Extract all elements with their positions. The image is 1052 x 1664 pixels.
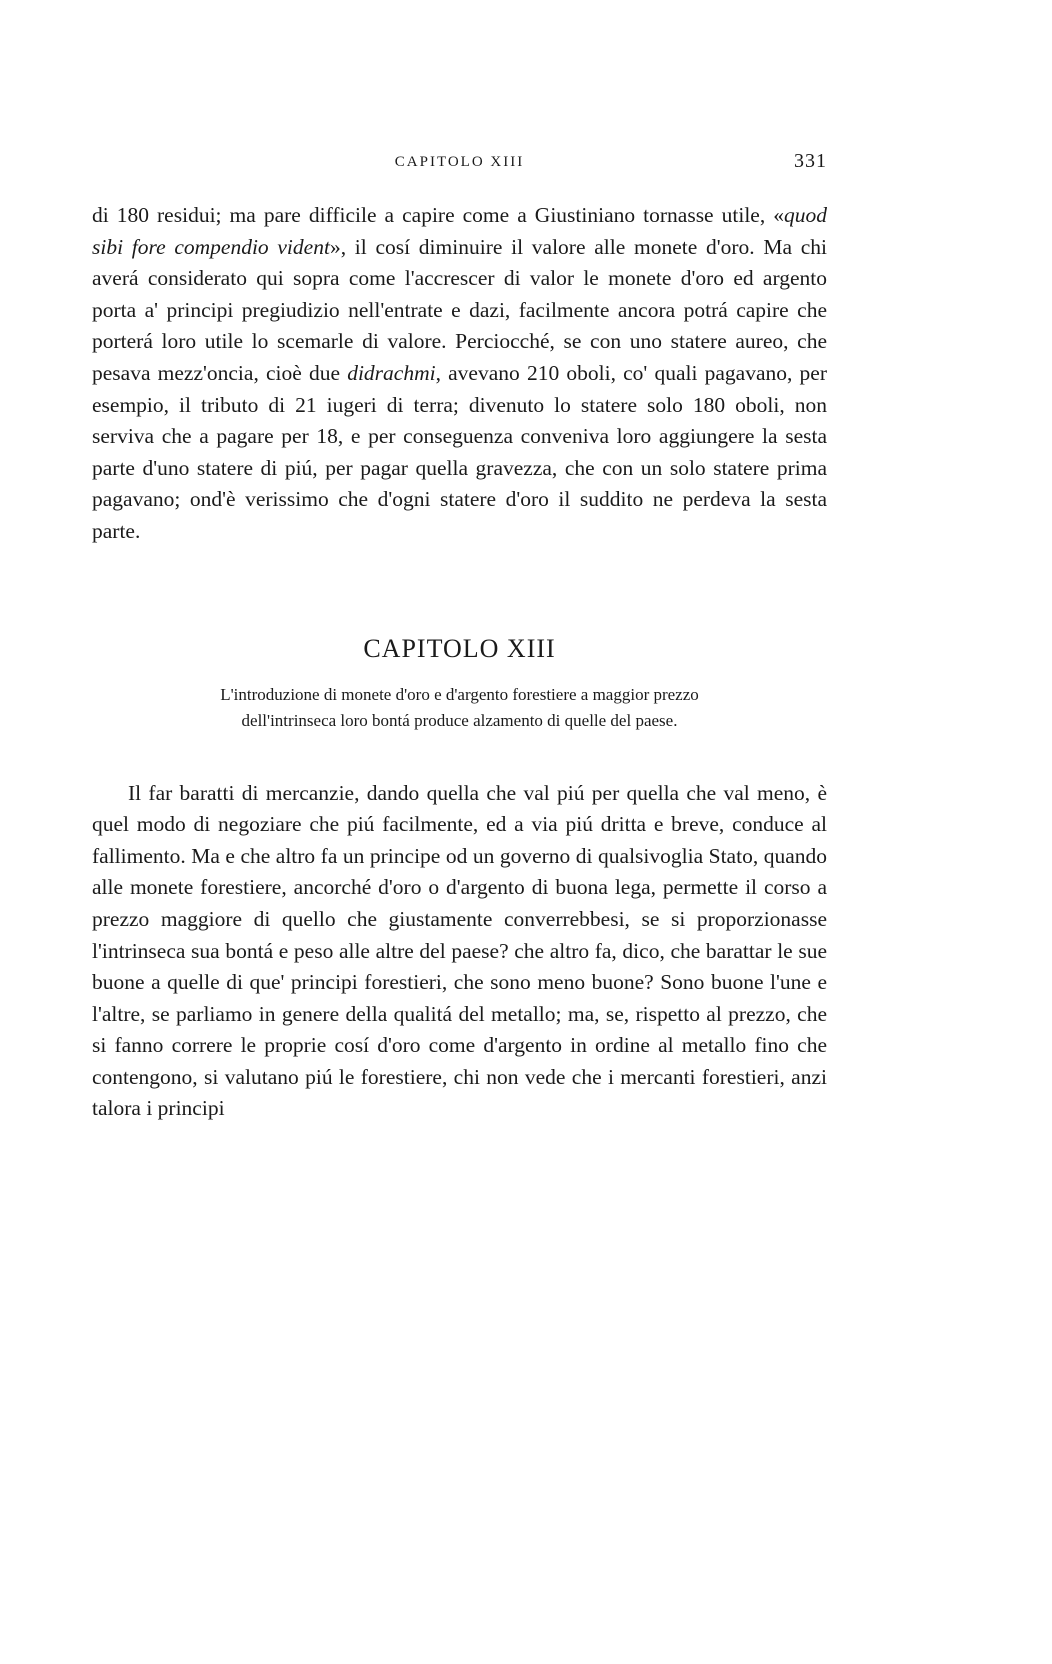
chapter-subtitle-line: L'introduzione di monete d'oro e d'argento forestiere a maggior prezzo <box>220 684 699 704</box>
running-header <box>92 150 827 180</box>
book-page <box>92 150 827 1125</box>
text-segment: », il cosí diminuire il valore alle monete d'oro. Ma chi averá considerato qui sopra come l'accrescer di valor le monete d'oro ed argento porta a' principi pregiudizio nell'entrate e dazi, facilmente ancora potrá capire che porterá loro utile lo scemarle di valore. Perciocché, se con uno statere aureo, che pesava mezz'oncia, cioè due <box>92 234 827 385</box>
chapter-heading: CAPITOLO XIII <box>363 633 556 663</box>
text-segment: di 180 residui; ma pare difficile a capire come a Giustiniano tornasse utile, « <box>92 203 784 227</box>
chapter-paragraph: Il far baratti di mercanzie, dando quella che val piú per quella che val meno, è quel modo di negoziare che piú facilmente, ed a via piú dritta e breve, conduce al fallimento. Ma e che altro fa un principe od un governo di qualsivoglia Stato, quando alle monete forestiere, ancorché d'oro o d'argento di buona lega, permette il corso a prezzo maggiore di quello che giustamente converrebbesi, se si proporzionasse l'intrinseca sua bontá e peso alle altre del paese? che altro fa, dico, che barattar le sue buone a quelle di que' principi forestieri, che sono meno buone? Sono buone l'une e l'altre, se parliamo in genere della qualitá del metallo; ma, se, rispetto al prezzo, che si fanno correre le proprie cosí d'oro come d'argento in ordine al metallo fino che contengono, si valutano piú le forestiere, chi non vede che i mercanti forestieri, anzi talora i principi <box>92 780 827 1121</box>
chapter-text <box>92 778 827 1126</box>
text-segment: , avevano 210 oboli, co' quali pagavano, per esempio, il tributo di 21 iugeri di terra; divenuto lo statere solo 180 oboli, non serviva che a pagare per 18, e per conseguenza conveniva loro aggiungere la sesta parte d'uno statere di piú, per pagar quella gravezza, che con un solo statere prima pagavano; ond'è verissimo che d'ogni statere d'oro il suddito ne perdeva la sesta parte. <box>92 360 827 543</box>
continuation-paragraph <box>92 200 827 548</box>
latin-quote: quod sibi fore compendio vident <box>92 203 827 259</box>
continuation-text <box>92 200 827 548</box>
running-title: CAPITOLO XIII <box>394 154 525 170</box>
chapter-subtitle-line: dell'intrinseca loro bontá produce alzamento di quelle del paese. <box>241 710 678 730</box>
greek-term: didrachmi <box>347 360 436 385</box>
page-number: 331 <box>794 150 827 172</box>
chapter-subtitle <box>92 682 827 734</box>
